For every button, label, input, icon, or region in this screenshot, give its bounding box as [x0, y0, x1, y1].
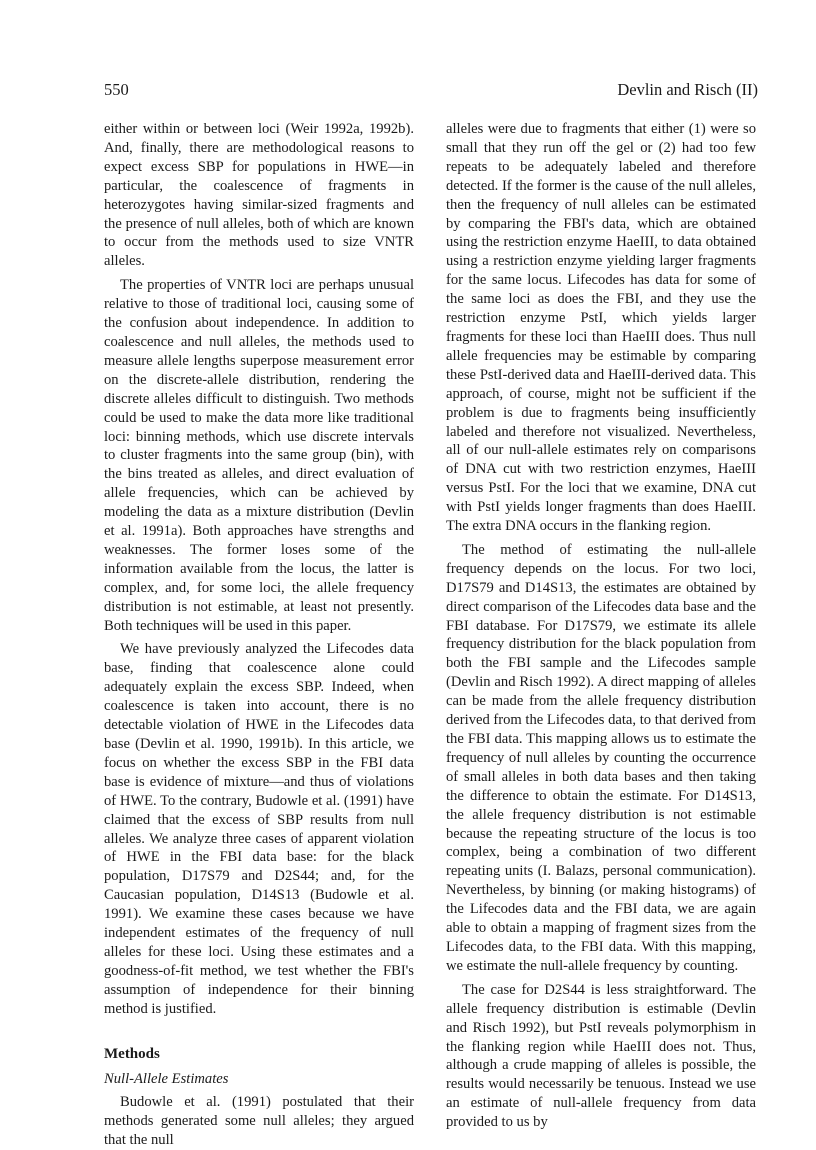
- subsection-heading-null-allele: Null-Allele Estimates: [104, 1070, 229, 1087]
- paragraph: The case for D2S44 is less straightforward. The allele frequency distribution is estimable (Devlin and Risch 1992), but PstI reveals polymorphism in the flanking region while HaeIII does not. Thus, although a crude mapping of alleles is possible, the results would necessarily be tenuous. Instead we use an estimate of null-allele frequency from data provided to us by: [446, 981, 756, 1131]
- page-number: 550: [104, 80, 129, 99]
- running-title: Devlin and Risch (II): [617, 80, 758, 99]
- left-column: [104, 120, 414, 1150]
- paragraph: either within or between loci (Weir 1992a, 1992b). And, finally, there are methodological reasons to expect excess SBP for populations in HWE—in particular, the coalescence of fragments in heterozygotes having similar-sized fragments and the presence of null alleles, both of which are known to occur from the methods used to size VNTR alleles.: [104, 121, 414, 270]
- paragraph: Budowle et al. (1991) postulated that their methods generated some null alleles; they argued that the null: [104, 1094, 414, 1149]
- page-header: [104, 80, 758, 102]
- section-heading-methods: Methods: [104, 1045, 160, 1062]
- paragraph: alleles were due to fragments that either (1) were so small that they run off the gel or (2) had too few repeats to be adequately labeled and therefore detected. If the former is the cause of the null alleles, then the frequency of null alleles can be estimated by comparing the FBI's data, which are obtained using the restriction enzyme HaeIII, to data obtained using a restriction enzyme yielding larger fragments for the same locus. Lifecodes has data for some of the same loci as does the FBI, and they use the restriction enzyme PstI, which yields larger fragments for these loci than HaeIII does. Thus null allele frequencies may be estimable by comparing these PstI-derived data and HaeIII-derived data. This approach, of course, might not be sufficient if the problem is due to fragments being insufficiently labeled and therefore not visualized. Nevertheless, all of our null-allele estimates rely on comparisons of DNA cut with two restriction enzymes, HaeIII versus PstI. For the loci that we examine, DNA cut with PstI yields longer fragments than does HaeIII. The extra DNA occurs in the flanking region.: [446, 121, 756, 535]
- paragraph: We have previously analyzed the Lifecodes data base, finding that coalescence alone could adequately explain the excess SBP. Indeed, when coalescence is taken into account, there is no detectable violation of HWE in the Lifecodes data base (Devlin et al. 1990, 1991b). In this article, we focus on whether the excess SBP in the FBI data base is evidence of mixture—and thus of violations of HWE. To the contrary, Budowle et al. (1991) have claimed that the excess of SBP results from null alleles. We analyze three cases of apparent violation of HWE in the FBI data base: for the black population, D17S79 and D2S44; and, for the Caucasian population, D14S13 (Budowle et al. 1991). We examine these cases because we have independent estimates of the frequency of null alleles for these loci. Using these estimates and a goodness-of-fit method, we test whether the FBI's assumption of independence for their binning method is justified.: [104, 641, 414, 1017]
- paragraph: The method of estimating the null-allele frequency depends on the locus. For two loci, D17S79 and D14S13, the estimates are obtained by direct comparison of the Lifecodes data base and the FBI database. For D17S79, we estimate its allele frequency distribution for the black population from both the FBI sample and the Lifecodes sample (Devlin and Risch 1992). A direct mapping of alleles can be made from the allele frequency distribution derived from the Lifecodes data, to that derived from the FBI data. This mapping allows us to estimate the frequency of null alleles by counting the occurrence of small alleles in both data bases and then taking the difference to obtain the estimate. For D14S13, the allele frequency distribution is not estimable because the repeating structure of the locus is too complex, being a combination of two different repeating units (I. Balazs, personal communication). Nevertheless, by binning (or making histograms) of the Lifecodes data and the FBI data, we are again able to obtain a mapping of fragment sizes from the Lifecodes data, to the FBI data. With this mapping, we estimate the null-allele frequency by counting.: [446, 541, 756, 974]
- right-column: [446, 120, 756, 1132]
- paragraph: The properties of VNTR loci are perhaps unusual relative to those of traditional loci, causing some of the confusion about independence. In addition to coalescence and null alleles, the methods used to measure allele lengths superpose measurement error on the discrete-allele distribution, rendering the discrete alleles difficult to distinguish. Two methods could be used to make the data more like traditional loci: binning methods, which use discrete intervals to cluster fragments into the same group (bin), with the bins treated as alleles, and direct evaluation of allele frequencies, which can be achieved by modeling the data as a mixture distribution (Devlin et al. 1991a). Both approaches have strengths and weaknesses. The former loses some of the information available from the locus, the latter is complex, and, for some loci, the allele frequency distribution is not estimable, at least not presently. Both techniques will be used in this paper.: [104, 277, 414, 634]
